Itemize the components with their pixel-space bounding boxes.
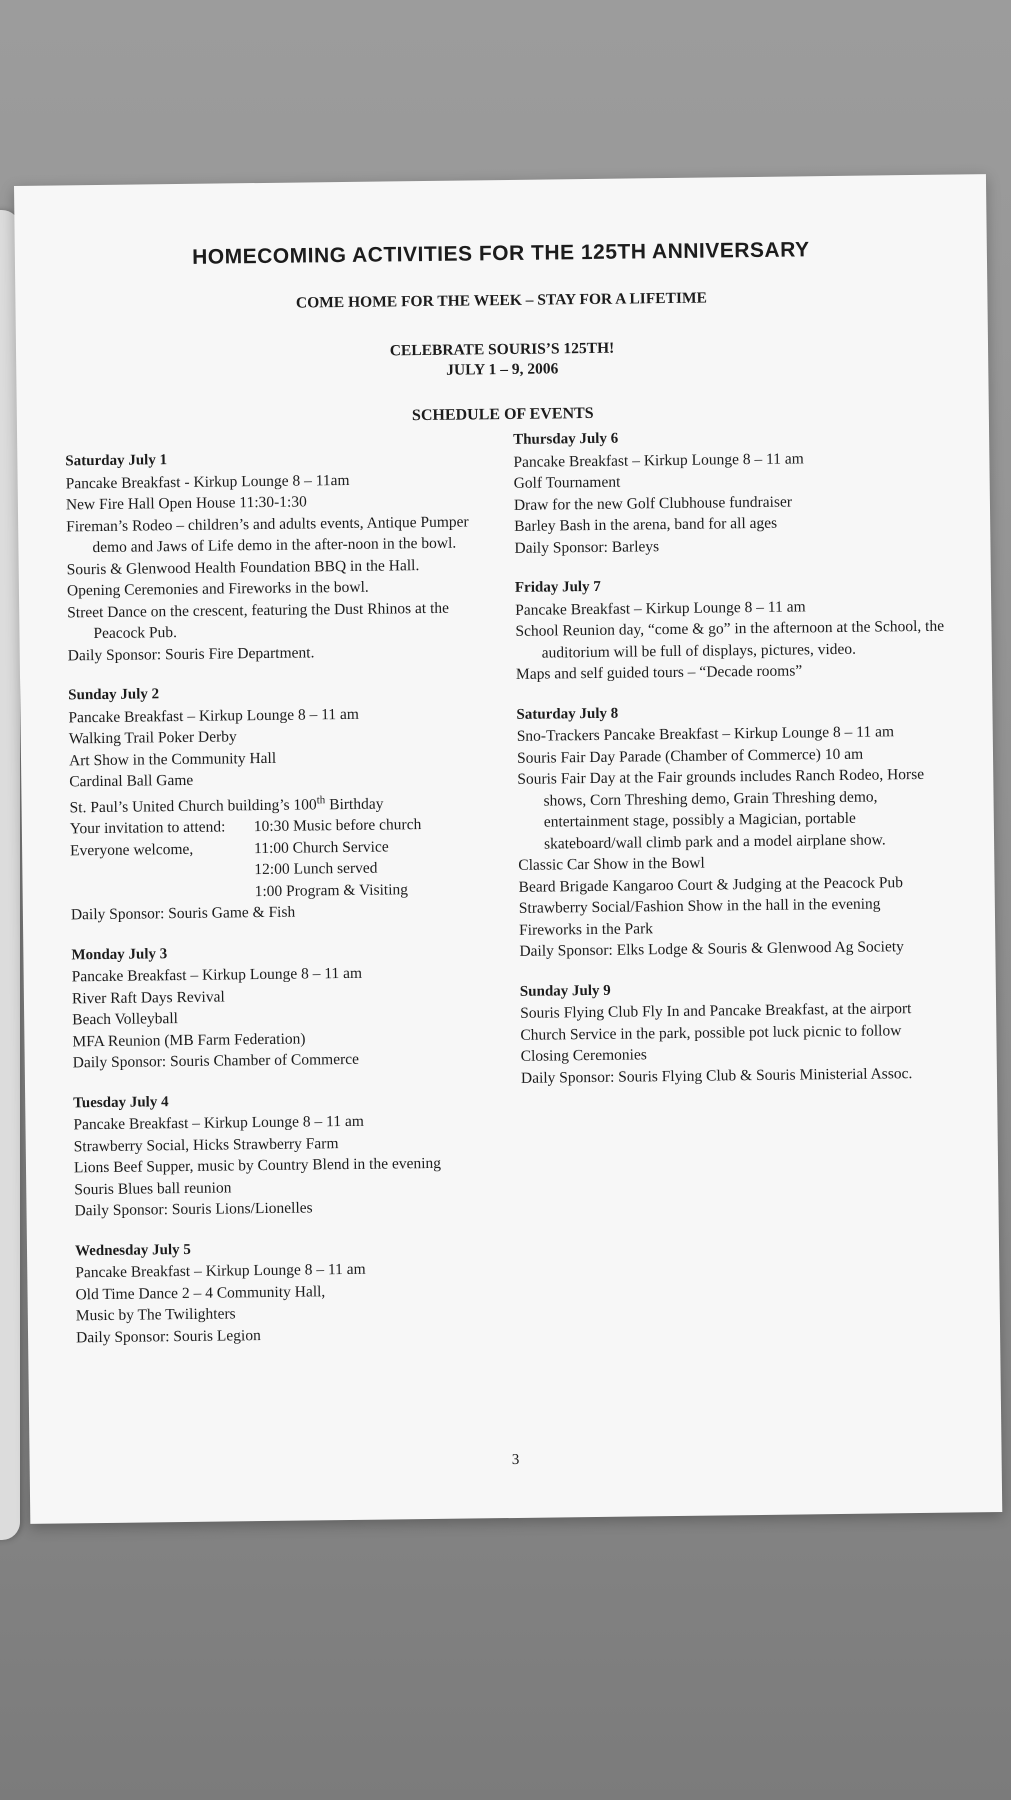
event-entry: Souris Fair Day at the Fair grounds includes Ranch Rodeo, Horse shows, Corn Threshing demo, Grain Threshing demo, entertainment stage, possibly a Magician, portable skateboard/wall climb park and a model airplane show. (517, 765, 925, 853)
motto: COME HOME FOR THE WEEK – STAY FOR A LIFETIME (295, 289, 708, 312)
event-entry: Pancake Breakfast - Kirkup Lounge 8 – 11am (65, 471, 350, 492)
day-block (75, 1236, 506, 1349)
booklet-page (14, 174, 1002, 1524)
daily-sponsor: Daily Sponsor: Souris Game & Fish (70, 903, 296, 924)
schedule-heading: SCHEDULE OF EVENTS (411, 404, 594, 425)
event-entry: Daily Sponsor: Elks Lodge & Souris & Glenwood Ag Society (519, 938, 904, 960)
event-entry: Souris & Glenwood Health Foundation BBQ in the Hall. (66, 556, 420, 578)
event-entry: Beach Volleyball (72, 1010, 179, 1029)
event-entry: Daily Sponsor: Souris Lions/Lionelles (74, 1199, 313, 1220)
event-entry: Pancake Breakfast – Kirkup Lounge 8 – 11 am (73, 1112, 364, 1134)
event-entry: Lions Beef Supper, music by Country Blend in the evening (73, 1154, 442, 1177)
invitation-time: 10:30 Music before church (253, 816, 422, 836)
event-entry: Closing Ceremonies (520, 1046, 647, 1065)
church-text: St. Paul’s United Church building’s 100 (69, 795, 317, 816)
event-entry: Daily Sponsor: Souris Chamber of Commerce (72, 1050, 360, 1072)
event-entry: Walking Trail Poker Derby (68, 728, 237, 748)
day-heading: Sunday July 2 (68, 686, 160, 704)
event-entry: Sno-Trackers Pancake Breakfast – Kirkup Lounge 8 – 11 am (516, 723, 895, 745)
event-entry: Daily Sponsor: Souris Legion (75, 1326, 261, 1346)
page-title: HOMECOMING ACTIVITIES FOR THE 125TH ANNIVERSARY (192, 238, 810, 269)
event-entry: Barley Bash in the arena, band for all ages (514, 514, 778, 535)
event-entry: Beard Brigade Kangaroo Court & Judging at the Peacock Pub (518, 873, 904, 896)
invitation-time: 1:00 Program & Visiting (254, 880, 409, 900)
left-column (65, 446, 506, 1367)
day-block (65, 446, 498, 666)
church-text-after: Birthday (325, 795, 384, 813)
day-heading: Sunday July 9 (519, 982, 611, 1000)
event-entry: Souris Blues ball reunion (74, 1178, 232, 1198)
ordinal-suffix: th (316, 793, 326, 806)
event-entry: Pancake Breakfast – Kirkup Lounge 8 – 11 am (71, 964, 363, 986)
celebrate-block (16, 334, 988, 386)
right-column (513, 425, 961, 1108)
day-block (516, 699, 959, 962)
event-entry: Souris Fair Day Parade (Chamber of Commerce) 10 am (516, 745, 864, 767)
page-number: 3 (511, 1451, 520, 1469)
day-heading: Thursday July 6 (513, 430, 619, 448)
event-entry: School Reunion day, “come & go” in the afternoon at the School, the auditorium will be full of displays, pictures, video. (515, 617, 945, 662)
invitation-label (71, 881, 255, 905)
day-heading: Wednesday July 5 (74, 1241, 191, 1259)
invitation-label: Everyone welcome, (70, 840, 194, 859)
event-entry: River Raft Days Revival (71, 987, 225, 1007)
event-entry: Pancake Breakfast – Kirkup Lounge 8 – 11 am (68, 705, 359, 726)
event-entry: Souris Flying Club Fly In and Pancake Breakfast, at the airport (520, 1000, 912, 1022)
date-range: JULY 1 – 9, 2006 (446, 360, 559, 379)
event-entry: Music by The Twilighters (75, 1305, 236, 1325)
event-entry: Pancake Breakfast – Kirkup Lounge 8 – 11 am (75, 1260, 366, 1282)
event-entry: Daily Sponsor: Souris Fire Department. (67, 643, 315, 664)
event-entry: Strawberry Social/Fashion Show in the hall in the evening (518, 895, 881, 917)
event-entry: Cardinal Ball Game (69, 771, 194, 791)
day-block (68, 680, 501, 926)
day-heading: Monday July 3 (71, 945, 168, 963)
event-entry: Fireworks in the Park (519, 919, 654, 939)
event-entry: Pancake Breakfast – Kirkup Lounge 8 – 11 am (513, 449, 804, 471)
event-entry: Opening Ceremonies and Fireworks in the bowl. (66, 578, 369, 600)
day-block (513, 425, 955, 559)
celebrate-line: CELEBRATE SOURIS’S 125TH! (389, 339, 615, 360)
day-block (515, 573, 956, 686)
event-entry: Daily Sponsor: Barleys (514, 537, 660, 557)
day-heading: Tuesday July 4 (73, 1093, 169, 1111)
event-entry: New Fire Hall Open House 11:30-1:30 (65, 493, 307, 514)
event-entry: Draw for the new Golf Clubhouse fundraiser (513, 493, 793, 514)
invitation-time: 11:00 Church Service (254, 837, 389, 857)
event-entry: Golf Tournament (513, 473, 621, 492)
event-entry: MFA Reunion (MB Farm Federation) (72, 1030, 306, 1050)
event-entry: Strawberry Social, Hicks Strawberry Farm (73, 1134, 339, 1155)
day-heading: Saturday July 8 (516, 705, 619, 723)
event-entry: Maps and self guided tours – “Decade rooms” (515, 662, 803, 683)
invitation-label: Your invitation to attend: (69, 818, 226, 838)
event-entry: Old Time Dance 2 – 4 Community Hall, (75, 1282, 326, 1303)
day-heading: Friday July 7 (514, 578, 601, 596)
event-entry: Daily Sponsor: Souris Flying Club & Souris Ministerial Assoc. (520, 1064, 913, 1087)
day-block (71, 940, 503, 1074)
event-entry: Fireman’s Rodeo – children’s and adults events, Antique Pumper demo and Jaws of Life demo in the after-noon in the bowl. (66, 512, 469, 557)
event-entry: Classic Car Show in the Bowl (518, 854, 705, 874)
event-entry: Art Show in the Community Hall (68, 749, 277, 769)
invitation-time: 12:00 Lunch served (254, 859, 378, 879)
invitation-label (70, 859, 254, 883)
event-entry: Street Dance on the crescent, featuring the Dust Rhinos at the Peacock Pub. (67, 599, 450, 643)
day-heading: Saturday July 1 (65, 452, 168, 470)
event-entry: Church Service in the park, possible pot luck picnic to follow (520, 1021, 902, 1044)
event-entry: Pancake Breakfast – Kirkup Lounge 8 – 11 am (515, 597, 806, 619)
day-block (73, 1088, 505, 1222)
day-block (520, 976, 961, 1089)
